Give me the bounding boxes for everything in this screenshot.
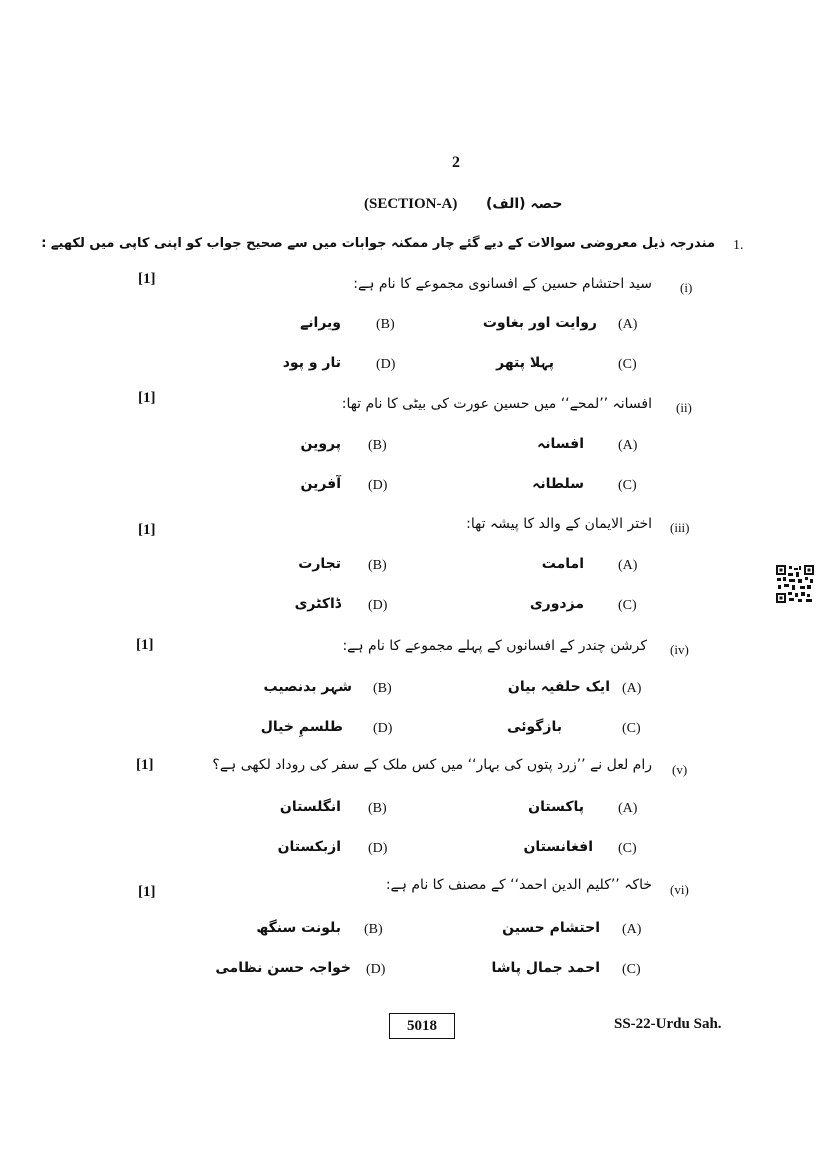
option-text: آفرین <box>300 476 341 492</box>
option-text: احتشام حسین <box>502 920 600 936</box>
option-text: ایک حلفیہ بیان <box>507 679 610 695</box>
option-text: انگلستان <box>279 799 341 815</box>
option-text: پہلا پتھر <box>496 355 554 371</box>
paper-code-box: 5018 <box>389 1013 455 1039</box>
page-number: 2 <box>452 154 460 171</box>
option-text: شہر بدنصیب <box>263 679 352 695</box>
option-text: ویرانے <box>300 315 341 331</box>
subquestion-text: رام لعل نے ’’زرد پتوں کی بہار‘‘ میں کس ملک کے سفر کی روداد لکھی ہے؟ <box>212 757 652 773</box>
option-label: (B) <box>373 681 392 696</box>
option-label: (D) <box>376 357 396 372</box>
option-label: (B) <box>368 438 387 453</box>
option-text: بلونت سنگھ <box>256 920 341 936</box>
option-text: تار و پود <box>282 355 341 371</box>
option-text: خواجہ حسن نظامی <box>215 960 351 976</box>
option-text: مزدوری <box>529 596 584 612</box>
option-text: بازگوئی <box>507 719 562 735</box>
paper-title: SS-22-Urdu Sah. <box>614 1016 722 1032</box>
marks-label: [1] <box>138 271 156 287</box>
option-text: افسانہ <box>537 436 584 452</box>
option-label: (C) <box>618 357 637 372</box>
subquestion-text: سید احتشام حسین کے افسانوی مجموعے کا نام ہے: <box>353 276 652 292</box>
option-text: سلطانہ <box>532 476 584 492</box>
option-label: (C) <box>618 841 637 856</box>
option-label: (D) <box>368 478 388 493</box>
option-label: (A) <box>618 317 638 332</box>
question-instruction: مندرجہ ذیل معروضی سوالات کے دیے گئے چار ممکنہ جوابات میں سے صحیح جواب کو اپنی کاپی میں لکھیے : <box>41 236 715 251</box>
option-text: امامت <box>541 556 584 572</box>
option-label: (D) <box>368 598 388 613</box>
option-label: (A) <box>622 922 642 937</box>
option-text: ڈاکٹری <box>294 596 341 612</box>
option-text: افغانستان <box>523 839 593 855</box>
subquestion-number: (v) <box>672 762 688 777</box>
section-title-english: (SECTION-A) <box>364 196 458 212</box>
marks-label: [1] <box>138 884 156 900</box>
option-label: (A) <box>618 438 638 453</box>
subquestion-number: (vi) <box>670 882 689 897</box>
subquestion-text: کرشن چندر کے افسانوں کے پہلے مجموعے کا نام ہے: <box>342 638 647 654</box>
option-text: روایت اور بغاوت <box>482 315 597 331</box>
section-title-urdu: حصہ (الف) <box>486 196 563 212</box>
option-label: (C) <box>622 962 641 977</box>
option-label: (B) <box>368 801 387 816</box>
option-label: (C) <box>618 478 637 493</box>
option-label: (D) <box>373 721 393 736</box>
option-text: طلسمِ خیال <box>260 719 343 735</box>
option-text: احمد جمال پاشا <box>491 960 600 976</box>
option-label: (D) <box>366 962 386 977</box>
option-text: پاکستان <box>528 799 584 815</box>
qr-code-icon <box>776 565 814 603</box>
option-label: (C) <box>618 598 637 613</box>
option-label: (A) <box>618 558 638 573</box>
marks-label: [1] <box>136 637 154 653</box>
option-label: (A) <box>618 801 638 816</box>
subquestion-number: (ii) <box>676 400 692 415</box>
subquestion-text: خاکہ ’’کلیم الدین احمد‘‘ کے مصنف کا نام ہے: <box>385 877 652 893</box>
option-text: ازبکستان <box>277 839 341 855</box>
subquestion-number: (iv) <box>670 642 689 657</box>
option-label: (B) <box>376 317 395 332</box>
subquestion-text: اختر الایمان کے والد کا پیشہ تھا: <box>466 516 652 532</box>
option-text: پروین <box>300 436 341 452</box>
subquestion-text: افسانہ ’’لمحے‘‘ میں حسین عورت کی بیٹی کا نام تھا: <box>341 396 652 412</box>
marks-label: [1] <box>138 390 156 406</box>
option-label: (A) <box>622 681 642 696</box>
marks-label: [1] <box>136 757 154 773</box>
option-label: (B) <box>368 558 387 573</box>
marks-label: [1] <box>138 522 156 538</box>
subquestion-number: (i) <box>680 280 693 295</box>
subquestion-number: (iii) <box>670 520 690 535</box>
option-label: (D) <box>368 841 388 856</box>
option-label: (C) <box>622 721 641 736</box>
option-label: (B) <box>364 922 383 937</box>
question-number: 1. <box>733 238 744 253</box>
option-text: تجارت <box>298 556 341 572</box>
